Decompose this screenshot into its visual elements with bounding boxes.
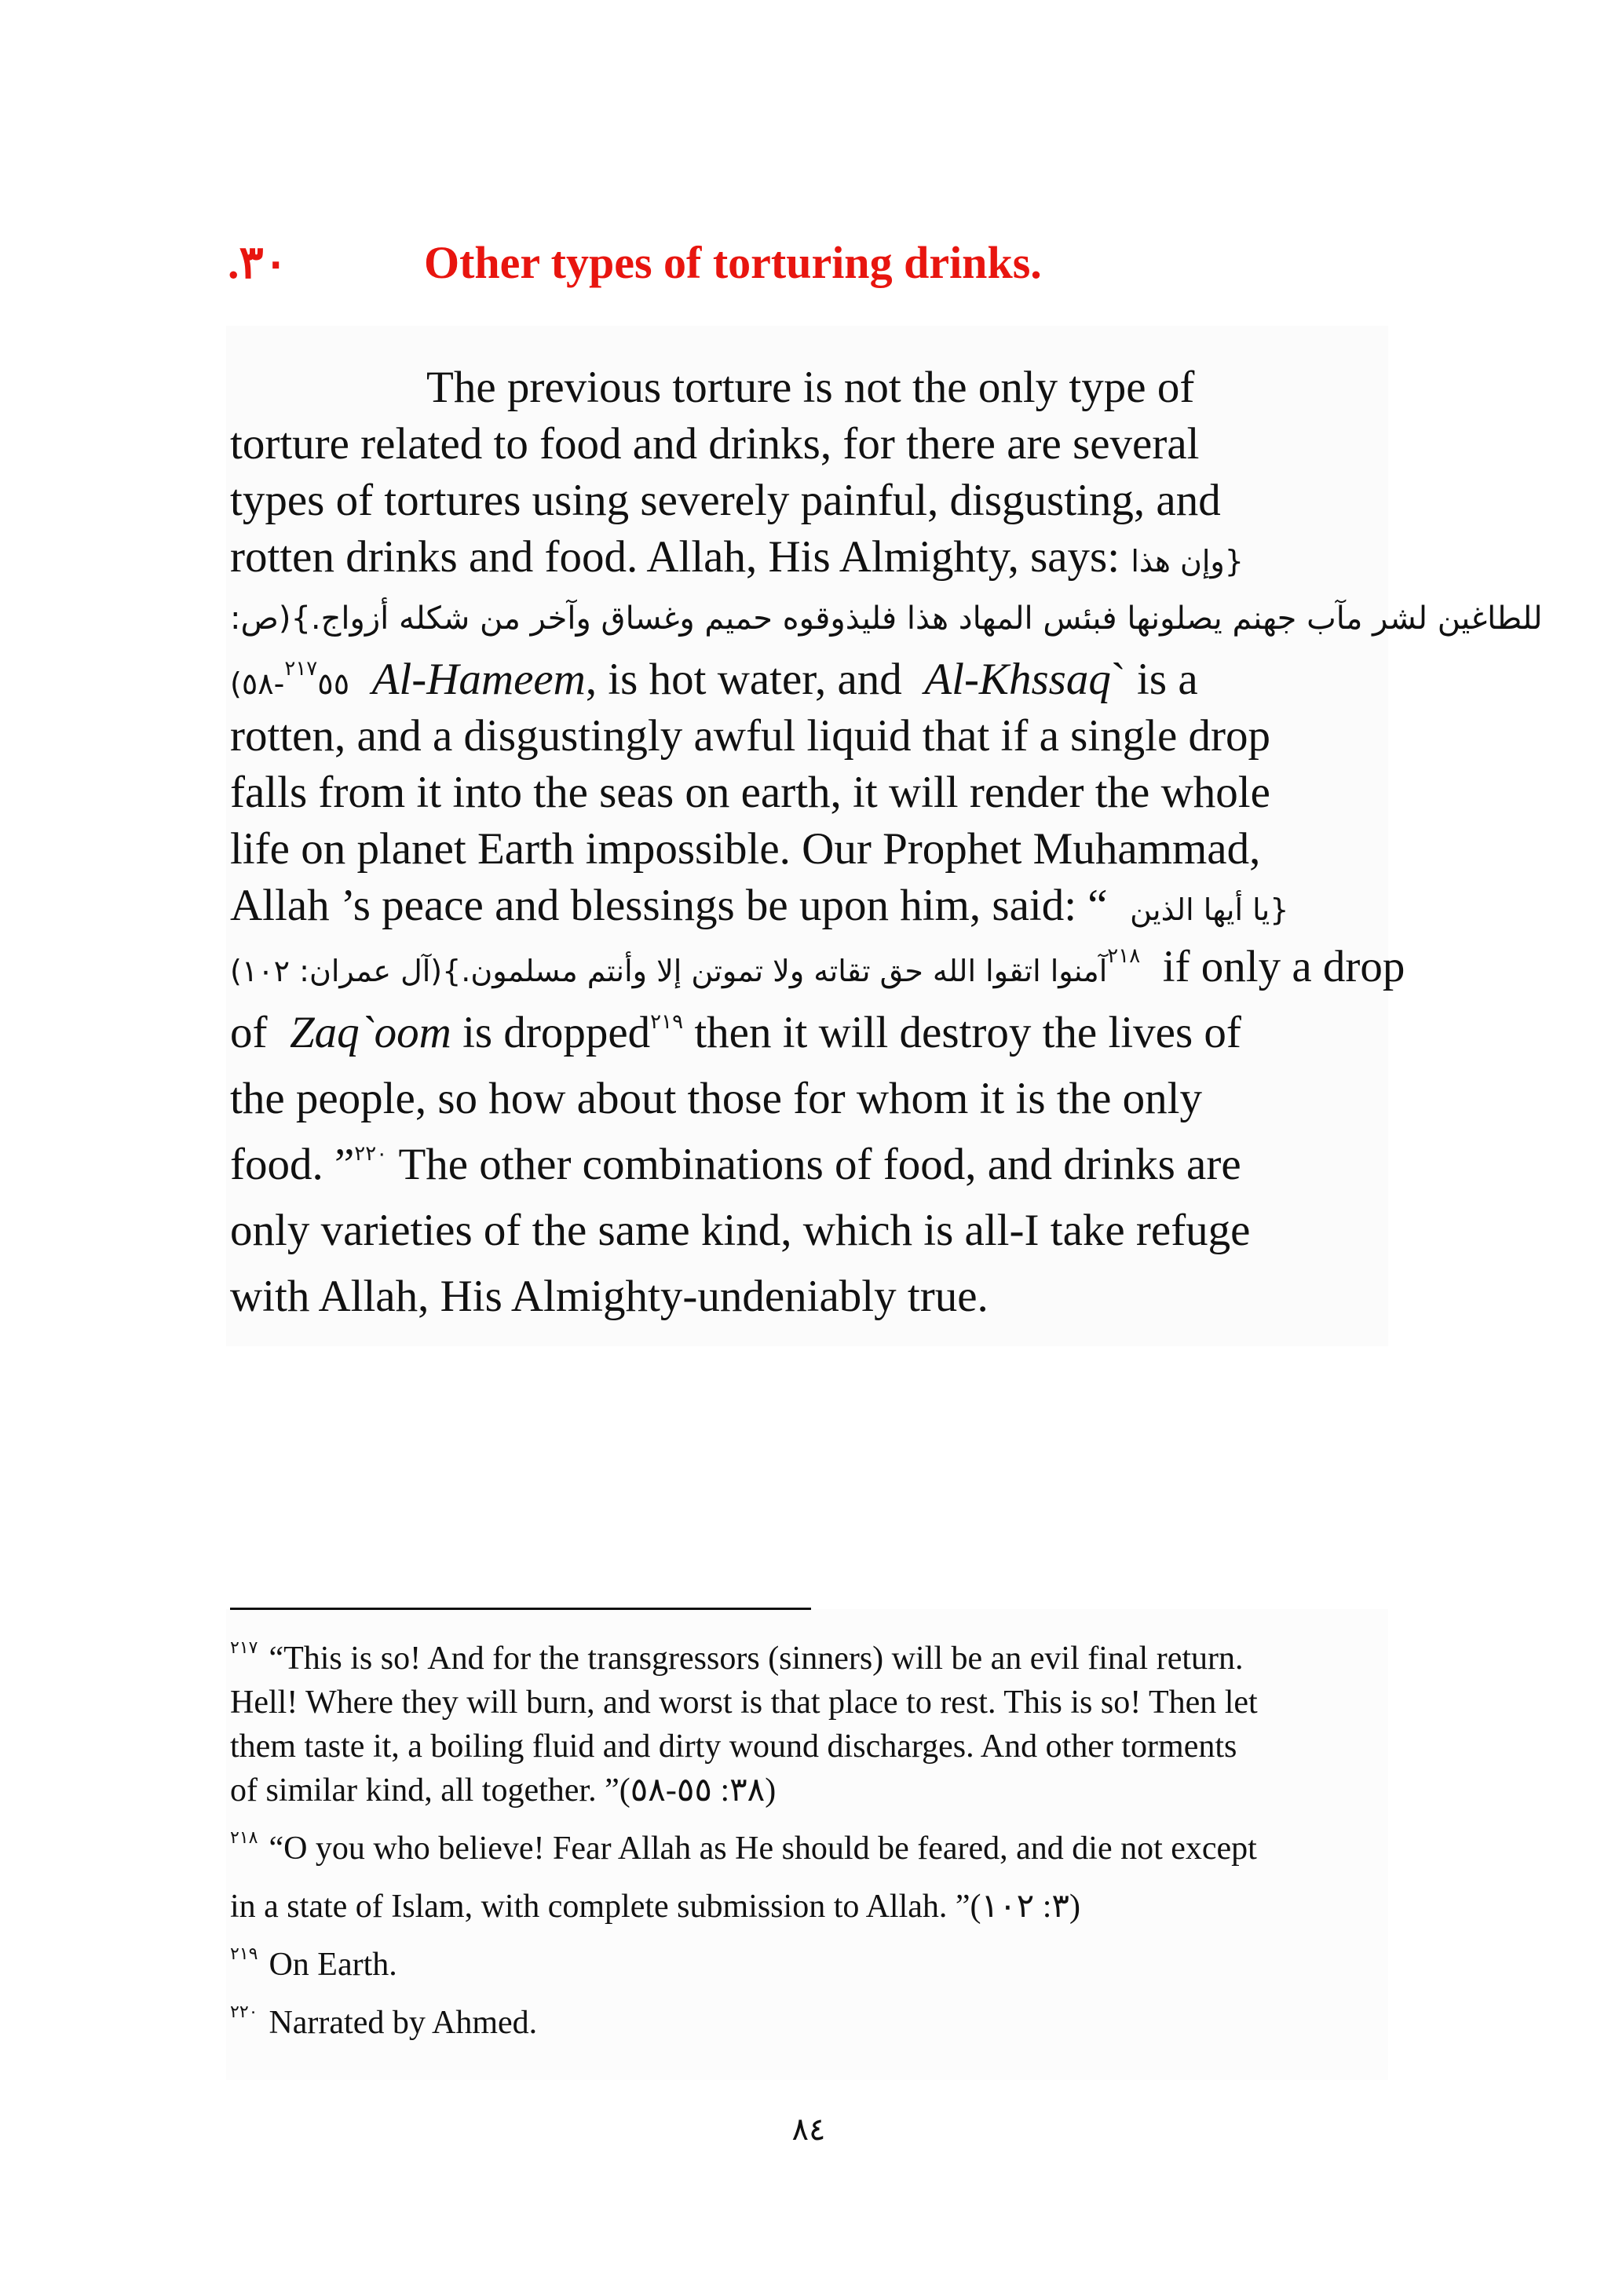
paragraph-line: types of tortures using severely painful, disgusting, and [230,476,1221,525]
footnote-218: $^{٢١٨}$ “O you who believe! Fear Allah as He should be feared, and die not except in a state of Islam, with complete submission to Allah. ”(٣: ١٠٢) [230,1828,1257,1925]
paragraph-line: food. ”$^{٢٢٠}$ The other combinations of food, and drinks are [230,1140,1241,1189]
paragraph-line: rotten drinks and food. Allah, His Almighty, says: {وإن هذا [230,532,1244,582]
footnote-number: ٢١٧ [230,1638,258,1658]
quran-quote-line: للطاغين لشر مآب جهنم يصلونها فبئس المهاد هذا فليذوقوه حميم وغساق وآخر من شكله أزواج.}(ص: [230,600,1543,637]
paragraph-line: only varieties of the same kind, which is all-I take refuge [230,1206,1251,1255]
quran-quote-line: $^{٢١٨}$آمنوا اتقوا الله حق تقاته ولا تموتن إلا وأنتم مسلمون.}(آل عمران: ١٠٢) [230,944,1141,988]
footnote-ref: ٢١٨ [1107,944,1141,968]
footnote-number: ٢١٩ [230,1944,258,1964]
section-title: Other types of torturing drinks. [424,237,1042,288]
footnote-ref: ٢١٩ [650,1010,684,1034]
footnote-219: $^{٢١٩}$ On Earth. [230,1944,397,1983]
footnote-number: ٢٢٠ [230,2002,258,2022]
quran-quote-start: {وإن هذا [1131,544,1244,579]
paragraph-line: with Allah, His Almighty-undeniably true. [230,1272,989,1321]
paragraph-line: The previous torture is not the only type of [426,363,1195,412]
section-number: ٣٠. [228,237,288,288]
paragraph-line: of Zaq`oom is dropped$^{٢١٩}$ then it will destroy the lives of [230,1008,1241,1057]
footnote-number: ٢١٨ [230,1828,258,1848]
page-number: ٨٤ [791,2112,826,2148]
paragraph-line: $^{٢١٧}$٥٥-٥٨) Al-Hameem, is hot water, and Al-Khssaq` is a [230,655,1198,704]
paragraph-line: life on planet Earth impossible. Our Prophet Muhammad, [230,824,1261,874]
term-zaqoom: Zaq`oom [289,1008,451,1057]
footnote-ref: ٢٢٠ [354,1142,388,1166]
footnote-217: $^{٢١٧}$ “This is so! And for the transgressors (sinners) will be an evil final return. Hell! Where they will burn, and worst is that place to rest. This is so! Then let them taste it, a boiling fluid and dirty wound discharges. And other torments of similar kind, all together. ”(٣٨: ٥٥-٥٨) [230,1638,1258,1809]
section-heading [228,232,1374,294]
body-paragraph [230,360,1543,1330]
quran-reference: $^{٢١٧}$٥٥-٥٨) [230,657,350,701]
paragraph-line: torture related to food and drinks, for there are several [230,419,1200,469]
quran-quote-start: {يا أيها الذين [1130,892,1289,927]
paragraph-line: rotten, and a disgustingly awful liquid that if a single drop [230,711,1271,761]
footnote-ref: ٢١٧ [284,657,318,681]
term-al-khssaq: Al-Khssaq [924,655,1111,704]
footnote-220: $^{٢٢٠}$ Narrated by Ahmed. [230,2002,538,2041]
paragraph-line: the people, so how about those for whom it is the only [230,1074,1202,1123]
paragraph-line: Allah ’s peace and blessings be upon him, said: “ {يا أيها الذين [230,881,1289,930]
paragraph-line: falls from it into the seas on earth, it will render the whole [230,768,1270,817]
paragraph-line: $^{٢١٨}$آمنوا اتقوا الله حق تقاته ولا تموتن إلا وأنتم مسلمون.}(آل عمران: ١٠٢) if only a drop [230,942,1405,991]
footnotes [230,1637,1384,2045]
footnote-divider [230,1608,811,1610]
term-al-hameem: Al-Hameem [371,655,586,704]
